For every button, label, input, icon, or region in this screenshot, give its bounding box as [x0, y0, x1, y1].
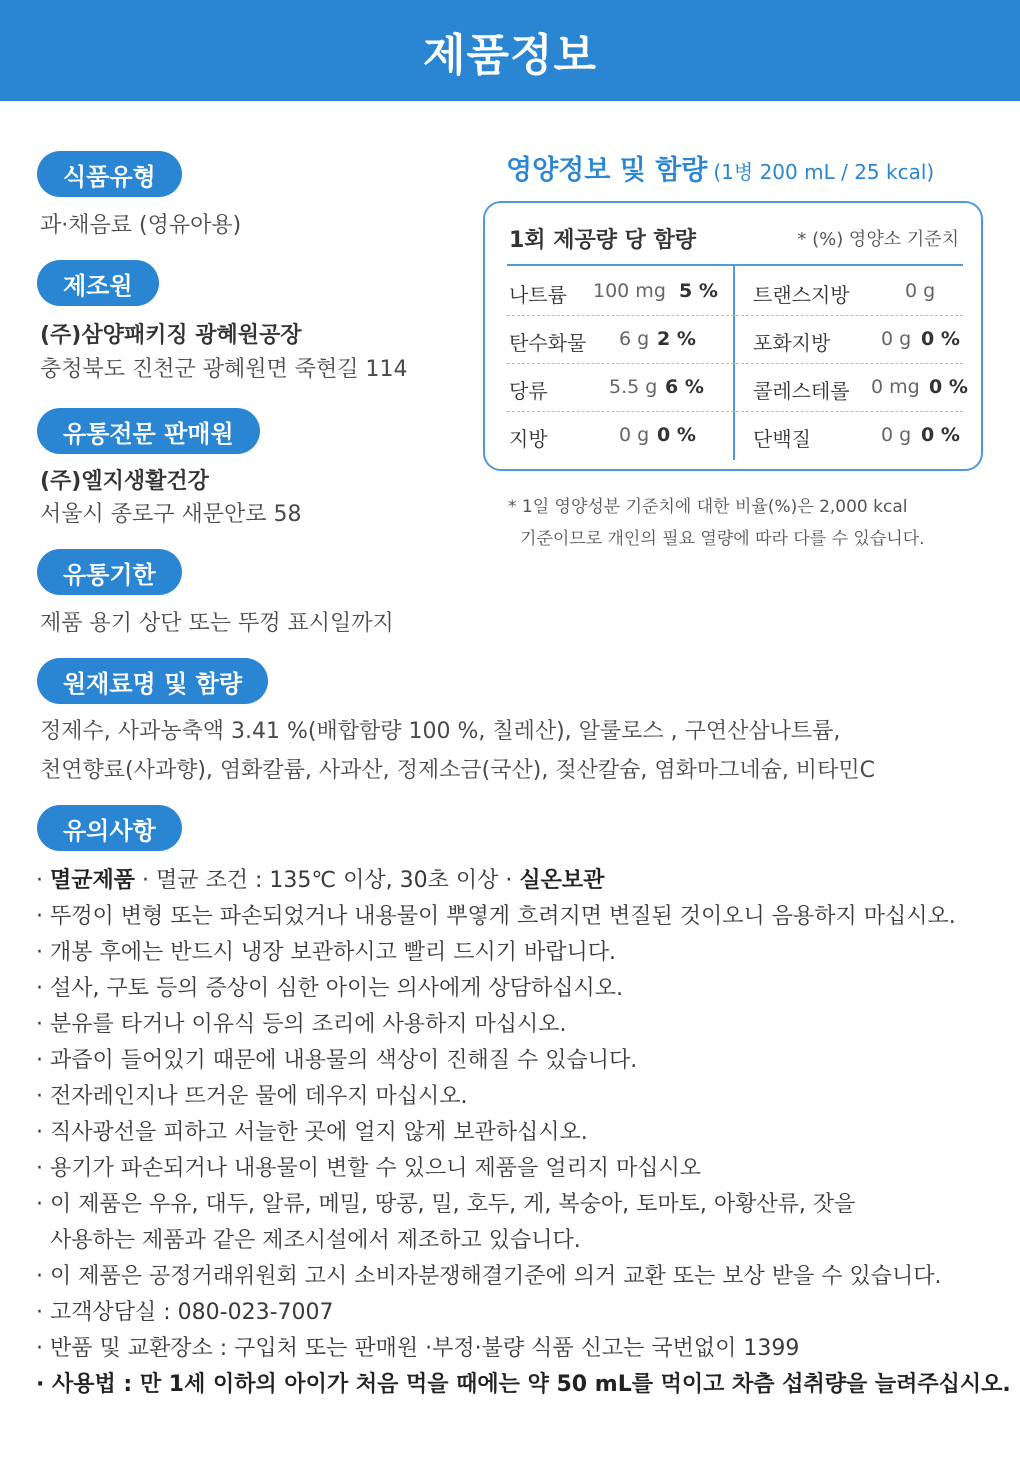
nutrition-row	[507, 267, 963, 316]
food-type-value: 과·채음료 (영유아용)	[40, 213, 242, 238]
nutrient-percent: 5 %	[679, 280, 718, 302]
page-title: 제품정보	[422, 29, 597, 81]
ingredients-line-1: 정제수, 사과농축액 3.41 %(배합함량 100 %, 칠레산), 알룰로스 , 구연산삼나트륨,	[40, 719, 841, 744]
nutrient-name: 포화지방	[753, 331, 831, 355]
nutrition-table	[483, 201, 983, 471]
nutrient-amount: 6 g	[619, 328, 650, 350]
nutrient-name: 나트륨	[509, 283, 567, 307]
nutrient-percent: 0 %	[921, 328, 960, 350]
manufacturer-address: 충청북도 진천군 광혜원면 죽현길 114	[40, 357, 408, 382]
nutrient-percent: 6 %	[665, 376, 704, 398]
caution-line: · 설사, 구토 등의 증상이 심한 아이는 의사에게 상담하십시오.	[36, 976, 623, 1001]
nutrient-amount: 0 g	[905, 280, 936, 302]
nutrition-row	[507, 363, 968, 412]
food-type-label: 식품유형	[37, 151, 182, 197]
nutrition-row	[507, 315, 963, 364]
room-temp-label: 실온보관	[519, 868, 605, 893]
nutrient-percent: 0 %	[929, 376, 968, 398]
nutrition-title	[506, 148, 934, 187]
caution-line: · 이 제품은 우유, 대두, 알류, 메밀, 땅콩, 밀, 호두, 게, 복숭아, 토마토, 아황산류, 잣을	[36, 1192, 856, 1217]
nutrient-amount: 5.5 g	[609, 376, 658, 398]
nutrition-title-text: 영양정보 및 함량	[506, 155, 708, 186]
return-exchange-line: · 반품 및 교환장소 : 구입처 또는 판매원 ·부정·불량 식품 신고는 국번없이 1399	[36, 1336, 800, 1361]
bullet-dot: ·	[505, 868, 520, 893]
nutrition-header-divider	[507, 264, 963, 266]
expiry-label: 유통기한	[37, 549, 182, 595]
nutrient-amount: 0 g	[881, 328, 912, 350]
caution-line: · 직사광선을 피하고 서늘한 곳에 얼지 않게 보관하십시오.	[36, 1120, 588, 1145]
distributor-label: 유통전문 판매원	[37, 408, 260, 454]
caution-line: · 이 제품은 공정거래위원회 고시 소비자분쟁해결기준에 의거 교환 또는 보상 받을 수 있습니다.	[36, 1264, 942, 1289]
caution-line: · 분유를 타거나 이유식 등의 조리에 사용하지 마십시오.	[36, 1012, 567, 1037]
nutrient-amount: 0 mg	[871, 376, 920, 398]
nutrition-header-serving: 1회 제공량 당 함량	[509, 228, 697, 253]
nutrient-amount: 0 g	[881, 424, 912, 446]
cautions-label: 유의사항	[37, 805, 182, 851]
sterile-condition: · 멸균 조건 : 135℃ 이상, 30초 이상	[135, 868, 506, 893]
nutrient-name: 당류	[509, 379, 548, 403]
caution-line: · 과즙이 들어있기 때문에 내용물의 색상이 진해질 수 있습니다.	[36, 1048, 638, 1073]
caution-line: · 개봉 후에는 반드시 냉장 보관하시고 빨리 드시기 바랍니다.	[36, 940, 616, 965]
nutrient-name: 트랜스지방	[753, 283, 850, 307]
ingredients-label: 원재료명 및 함량	[37, 658, 268, 704]
distributor-address: 서울시 종로구 새문안로 58	[40, 502, 302, 527]
caution-first-line	[36, 863, 604, 894]
distributor-name: (주)엘지생활건강	[40, 469, 209, 494]
bullet-dot: ·	[36, 868, 50, 893]
nutrient-name: 단백질	[753, 427, 811, 451]
caution-line: · 용기가 파손되거나 내용물이 변할 수 있으니 제품을 얼리지 마십시오	[36, 1156, 701, 1181]
nutrition-header-reference: * (%) 영양소 기준치	[797, 229, 959, 250]
nutrient-percent: 2 %	[657, 328, 696, 350]
nutrient-name: 탄수화물	[509, 331, 587, 355]
nutrient-percent: 0 %	[921, 424, 960, 446]
nutrition-note-line-2: 기준이므로 개인의 필요 열량에 따라 다를 수 있습니다.	[520, 529, 925, 549]
customer-service-line: · 고객상담실 : 080-023-7007	[36, 1300, 334, 1325]
page-header	[0, 0, 1020, 101]
nutrition-note-line-1: * 1일 영양성분 기준치에 대한 비율(%)은 2,000 kcal	[508, 497, 908, 517]
expiry-value: 제품 용기 상단 또는 뚜껑 표시일까지	[40, 611, 394, 636]
sterile-label: 멸균제품	[50, 868, 136, 893]
manufacturer-label: 제조원	[37, 260, 159, 306]
manufacturer-name: (주)삼양패키징 광혜원공장	[40, 323, 302, 348]
caution-line: · 뚜껑이 변형 또는 파손되었거나 내용물이 뿌옇게 흐려지면 변질된 것이오니 음용하지 마십시오.	[36, 904, 956, 929]
usage-line: · 사용법 : 만 1세 이하의 아이가 처음 먹을 때에는 약 50 mL를 먹이고 차츰 섭취량을 늘려주십시오.	[36, 1372, 1011, 1397]
nutrient-percent: 0 %	[657, 424, 696, 446]
nutrition-subtitle: (1병 200 mL / 25 kcal)	[713, 160, 935, 184]
nutrient-name: 콜레스테롤	[753, 379, 850, 403]
nutrient-amount: 0 g	[619, 424, 650, 446]
nutrient-name: 지방	[509, 427, 548, 451]
nutrient-amount: 100 mg	[593, 280, 666, 302]
caution-line: 사용하는 제품과 같은 제조시설에서 제조하고 있습니다.	[36, 1228, 581, 1253]
nutrition-row	[507, 411, 963, 459]
caution-line: · 전자레인지나 뜨거운 물에 데우지 마십시오.	[36, 1084, 468, 1109]
ingredients-line-2: 천연향료(사과향), 염화칼륨, 사과산, 정제소금(국산), 젖산칼슘, 염화마그네슘, 비타민C	[40, 758, 875, 783]
